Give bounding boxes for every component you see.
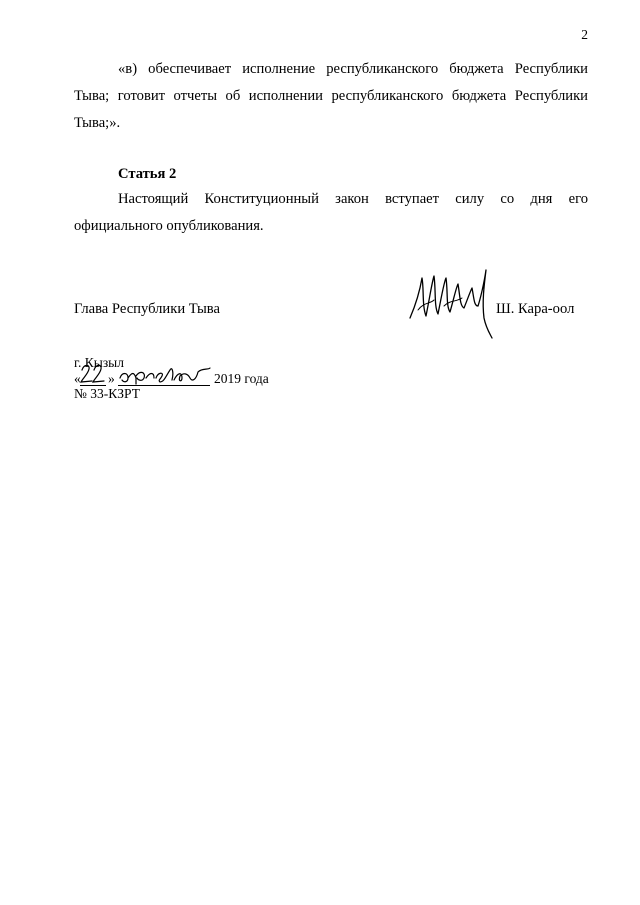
signatory-title: Глава Республики Тыва xyxy=(74,301,220,317)
open-quote: « xyxy=(74,371,81,386)
close-quote: » xyxy=(108,371,115,386)
law-number: № 33-КЗРТ xyxy=(74,386,140,401)
paragraph-b: «в) обеспечивает исполнение республиканского бюджета Республики Тыва; готовит отчеты об исполнении республиканского бюджета Республики Тыва;». xyxy=(74,61,588,131)
city: г. Кызыл xyxy=(74,355,124,370)
article-text: Настоящий Конституционный закон вступает силу со дня его официального опубликования. xyxy=(74,191,588,234)
page-number: 2 xyxy=(581,27,588,42)
article-heading: Статья 2 xyxy=(118,166,177,182)
handwritten-signature xyxy=(404,262,496,342)
handwritten-date xyxy=(74,358,224,386)
year-text: 2019 года xyxy=(214,371,269,386)
signatory-name: Ш. Кара-оол xyxy=(496,301,575,317)
